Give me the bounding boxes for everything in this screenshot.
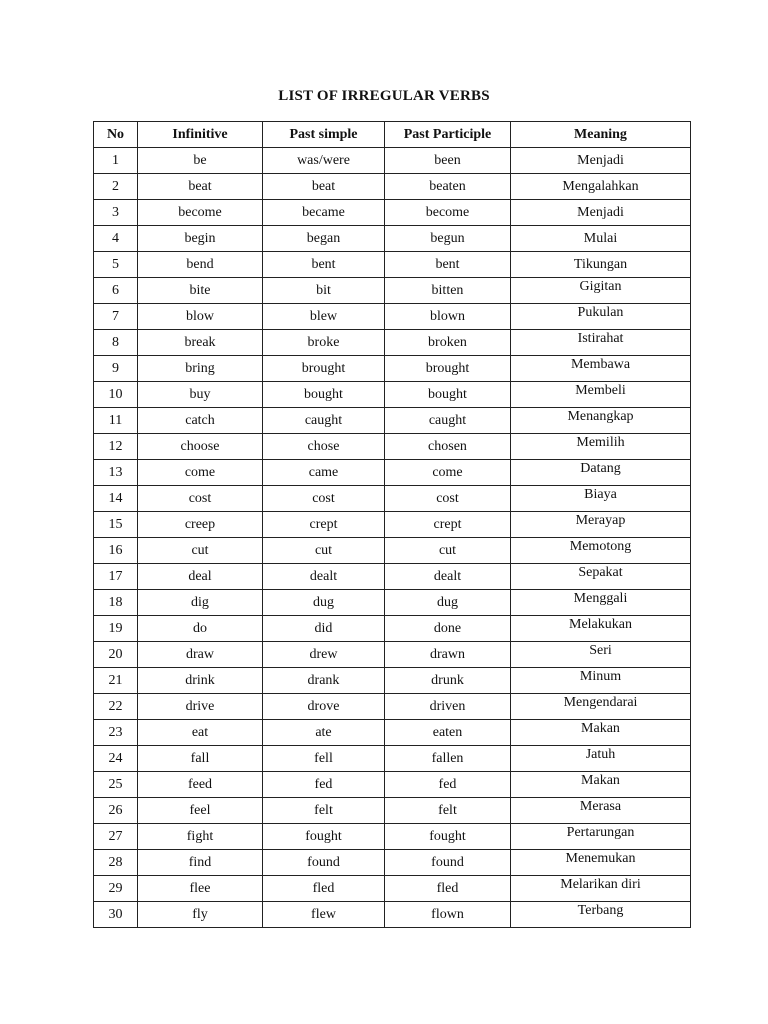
column-header-past-participle: Past Participle <box>385 122 511 148</box>
row-number-cell: 18 <box>94 590 138 616</box>
meaning-text: Menjadi <box>577 204 624 220</box>
past-simple-cell: fell <box>263 746 385 772</box>
meaning-cell <box>511 850 691 876</box>
infinitive-cell: become <box>138 200 263 226</box>
past-participle-cell: drawn <box>385 642 511 668</box>
meaning-text: Menjadi <box>577 152 624 168</box>
infinitive-cell: break <box>138 330 263 356</box>
meaning-cell <box>511 200 691 226</box>
infinitive-cell: feel <box>138 798 263 824</box>
row-number-cell: 23 <box>94 720 138 746</box>
table-row <box>94 512 691 538</box>
infinitive-cell: find <box>138 850 263 876</box>
past-participle-cell: fallen <box>385 746 511 772</box>
past-simple-cell: cut <box>263 538 385 564</box>
infinitive-cell: bite <box>138 278 263 304</box>
table-row <box>94 460 691 486</box>
past-simple-cell: bent <box>263 252 385 278</box>
row-number-cell: 20 <box>94 642 138 668</box>
meaning-cell <box>511 772 691 798</box>
past-participle-cell: broken <box>385 330 511 356</box>
past-simple-cell: crept <box>263 512 385 538</box>
row-number-cell: 2 <box>94 174 138 200</box>
past-participle-cell: found <box>385 850 511 876</box>
infinitive-cell: drink <box>138 668 263 694</box>
past-participle-cell: fought <box>385 824 511 850</box>
past-participle-cell: fled <box>385 876 511 902</box>
column-header-no: No <box>94 122 138 148</box>
table-row <box>94 252 691 278</box>
infinitive-cell: fall <box>138 746 263 772</box>
past-participle-cell: drunk <box>385 668 511 694</box>
table-row <box>94 668 691 694</box>
table-row <box>94 902 691 928</box>
row-number-cell: 26 <box>94 798 138 824</box>
meaning-text: Membeli <box>575 382 626 398</box>
past-simple-cell: chose <box>263 434 385 460</box>
meaning-cell <box>511 876 691 902</box>
meaning-cell <box>511 408 691 434</box>
table-row <box>94 408 691 434</box>
row-number-cell: 27 <box>94 824 138 850</box>
past-participle-cell: brought <box>385 356 511 382</box>
past-simple-cell: did <box>263 616 385 642</box>
past-simple-cell: beat <box>263 174 385 200</box>
column-header-infinitive: Infinitive <box>138 122 263 148</box>
row-number-cell: 22 <box>94 694 138 720</box>
meaning-cell <box>511 720 691 746</box>
meaning-cell <box>511 798 691 824</box>
meaning-cell <box>511 382 691 408</box>
table-row <box>94 694 691 720</box>
table-row <box>94 330 691 356</box>
past-participle-cell: fed <box>385 772 511 798</box>
past-simple-cell: bit <box>263 278 385 304</box>
meaning-cell <box>511 278 691 304</box>
row-number-cell: 5 <box>94 252 138 278</box>
meaning-cell <box>511 252 691 278</box>
meaning-cell <box>511 668 691 694</box>
infinitive-cell: bring <box>138 356 263 382</box>
infinitive-cell: draw <box>138 642 263 668</box>
row-number-cell: 13 <box>94 460 138 486</box>
infinitive-cell: feed <box>138 772 263 798</box>
table-row <box>94 200 691 226</box>
meaning-text: Istirahat <box>577 330 624 346</box>
meaning-text: Pukulan <box>577 304 624 320</box>
meaning-cell <box>511 460 691 486</box>
past-participle-cell: blown <box>385 304 511 330</box>
infinitive-cell: drive <box>138 694 263 720</box>
meaning-text: Melakukan <box>569 616 632 632</box>
table-row <box>94 876 691 902</box>
meaning-cell <box>511 356 691 382</box>
meaning-cell <box>511 824 691 850</box>
meaning-text: Gigitan <box>579 278 622 294</box>
table-row <box>94 226 691 252</box>
past-simple-cell: bought <box>263 382 385 408</box>
row-number-cell: 30 <box>94 902 138 928</box>
table-row <box>94 590 691 616</box>
past-simple-cell: broke <box>263 330 385 356</box>
table-row <box>94 616 691 642</box>
infinitive-cell: cut <box>138 538 263 564</box>
row-number-cell: 10 <box>94 382 138 408</box>
infinitive-cell: creep <box>138 512 263 538</box>
row-number-cell: 24 <box>94 746 138 772</box>
meaning-cell <box>511 538 691 564</box>
past-simple-cell: began <box>263 226 385 252</box>
past-participle-cell: beaten <box>385 174 511 200</box>
row-number-cell: 29 <box>94 876 138 902</box>
infinitive-cell: be <box>138 148 263 174</box>
past-simple-cell: was/were <box>263 148 385 174</box>
table-row <box>94 382 691 408</box>
meaning-cell <box>511 148 691 174</box>
past-simple-cell: became <box>263 200 385 226</box>
row-number-cell: 25 <box>94 772 138 798</box>
past-simple-cell: fought <box>263 824 385 850</box>
row-number-cell: 12 <box>94 434 138 460</box>
table-row <box>94 356 691 382</box>
meaning-cell <box>511 486 691 512</box>
meaning-text: Mengendarai <box>563 694 638 710</box>
row-number-cell: 14 <box>94 486 138 512</box>
row-number-cell: 9 <box>94 356 138 382</box>
past-simple-cell: cost <box>263 486 385 512</box>
infinitive-cell: flee <box>138 876 263 902</box>
meaning-text: Merasa <box>579 798 622 814</box>
meaning-cell <box>511 434 691 460</box>
infinitive-cell: buy <box>138 382 263 408</box>
past-simple-cell: dealt <box>263 564 385 590</box>
meaning-cell <box>511 174 691 200</box>
table-row <box>94 746 691 772</box>
past-participle-cell: bent <box>385 252 511 278</box>
past-simple-cell: found <box>263 850 385 876</box>
table-row <box>94 798 691 824</box>
table-row <box>94 824 691 850</box>
row-number-cell: 4 <box>94 226 138 252</box>
past-participle-cell: chosen <box>385 434 511 460</box>
meaning-text: Pertarungan <box>566 824 635 840</box>
table-row <box>94 538 691 564</box>
past-participle-cell: cut <box>385 538 511 564</box>
table-row <box>94 642 691 668</box>
past-participle-cell: been <box>385 148 511 174</box>
row-number-cell: 28 <box>94 850 138 876</box>
meaning-text: Memotong <box>569 538 632 554</box>
column-header-past-simple: Past simple <box>263 122 385 148</box>
table-row <box>94 720 691 746</box>
past-participle-cell: come <box>385 460 511 486</box>
infinitive-cell: fly <box>138 902 263 928</box>
meaning-text: Memilih <box>576 434 625 450</box>
irregular-verbs-table <box>93 121 691 928</box>
meaning-text: Biaya <box>584 486 617 502</box>
past-simple-cell: dug <box>263 590 385 616</box>
row-number-cell: 3 <box>94 200 138 226</box>
meaning-cell <box>511 512 691 538</box>
infinitive-cell: beat <box>138 174 263 200</box>
meaning-text: Terbang <box>577 902 624 918</box>
table-row <box>94 434 691 460</box>
past-simple-cell: drove <box>263 694 385 720</box>
column-header-meaning: Meaning <box>511 122 691 148</box>
row-number-cell: 6 <box>94 278 138 304</box>
infinitive-cell: deal <box>138 564 263 590</box>
row-number-cell: 19 <box>94 616 138 642</box>
past-participle-cell: dug <box>385 590 511 616</box>
meaning-cell <box>511 304 691 330</box>
table-row <box>94 148 691 174</box>
meaning-text: Sepakat <box>578 564 623 580</box>
table-row <box>94 174 691 200</box>
meaning-cell <box>511 226 691 252</box>
table-header-row <box>94 122 691 148</box>
table-row <box>94 304 691 330</box>
meaning-text: Mengalahkan <box>562 178 639 194</box>
infinitive-cell: come <box>138 460 263 486</box>
infinitive-cell: blow <box>138 304 263 330</box>
meaning-text: Jatuh <box>585 746 616 762</box>
past-participle-cell: bought <box>385 382 511 408</box>
table-row <box>94 278 691 304</box>
infinitive-cell: cost <box>138 486 263 512</box>
row-number-cell: 15 <box>94 512 138 538</box>
meaning-text: Tikungan <box>573 256 628 272</box>
table-row <box>94 850 691 876</box>
infinitive-cell: bend <box>138 252 263 278</box>
past-participle-cell: driven <box>385 694 511 720</box>
meaning-cell <box>511 590 691 616</box>
past-simple-cell: flew <box>263 902 385 928</box>
meaning-text: Mulai <box>583 230 618 246</box>
meaning-cell <box>511 694 691 720</box>
meaning-cell <box>511 616 691 642</box>
past-simple-cell: felt <box>263 798 385 824</box>
infinitive-cell: choose <box>138 434 263 460</box>
table-row <box>94 564 691 590</box>
past-participle-cell: crept <box>385 512 511 538</box>
past-simple-cell: drank <box>263 668 385 694</box>
meaning-cell <box>511 746 691 772</box>
infinitive-cell: eat <box>138 720 263 746</box>
meaning-text: Merayap <box>575 512 626 528</box>
past-participle-cell: bitten <box>385 278 511 304</box>
row-number-cell: 16 <box>94 538 138 564</box>
meaning-text: Melarikan diri <box>560 876 641 892</box>
infinitive-cell: fight <box>138 824 263 850</box>
table-row <box>94 772 691 798</box>
past-participle-cell: begun <box>385 226 511 252</box>
past-simple-cell: drew <box>263 642 385 668</box>
infinitive-cell: begin <box>138 226 263 252</box>
past-simple-cell: fed <box>263 772 385 798</box>
past-participle-cell: flown <box>385 902 511 928</box>
past-simple-cell: caught <box>263 408 385 434</box>
meaning-text: Datang <box>580 460 621 476</box>
infinitive-cell: dig <box>138 590 263 616</box>
row-number-cell: 1 <box>94 148 138 174</box>
meaning-text: Membawa <box>570 356 631 372</box>
row-number-cell: 21 <box>94 668 138 694</box>
past-participle-cell: done <box>385 616 511 642</box>
past-participle-cell: dealt <box>385 564 511 590</box>
past-simple-cell: brought <box>263 356 385 382</box>
infinitive-cell: do <box>138 616 263 642</box>
past-simple-cell: ate <box>263 720 385 746</box>
past-simple-cell: came <box>263 460 385 486</box>
row-number-cell: 7 <box>94 304 138 330</box>
table-body <box>94 148 691 928</box>
meaning-text: Menangkap <box>567 408 634 424</box>
infinitive-cell: catch <box>138 408 263 434</box>
meaning-text: Menggali <box>573 590 628 606</box>
meaning-cell <box>511 564 691 590</box>
past-participle-cell: felt <box>385 798 511 824</box>
row-number-cell: 8 <box>94 330 138 356</box>
meaning-cell <box>511 330 691 356</box>
meaning-cell <box>511 642 691 668</box>
past-simple-cell: blew <box>263 304 385 330</box>
past-participle-cell: eaten <box>385 720 511 746</box>
past-participle-cell: become <box>385 200 511 226</box>
past-participle-cell: caught <box>385 408 511 434</box>
row-number-cell: 11 <box>94 408 138 434</box>
table-row <box>94 486 691 512</box>
meaning-cell <box>511 902 691 928</box>
past-simple-cell: fled <box>263 876 385 902</box>
page-title: LIST OF IRREGULAR VERBS <box>278 88 490 104</box>
meaning-text: Menemukan <box>565 850 636 866</box>
row-number-cell: 17 <box>94 564 138 590</box>
meaning-text: Makan <box>581 720 620 736</box>
meaning-text: Minum <box>579 668 622 684</box>
meaning-text: Makan <box>581 772 620 788</box>
meaning-text: Seri <box>589 642 612 658</box>
past-participle-cell: cost <box>385 486 511 512</box>
